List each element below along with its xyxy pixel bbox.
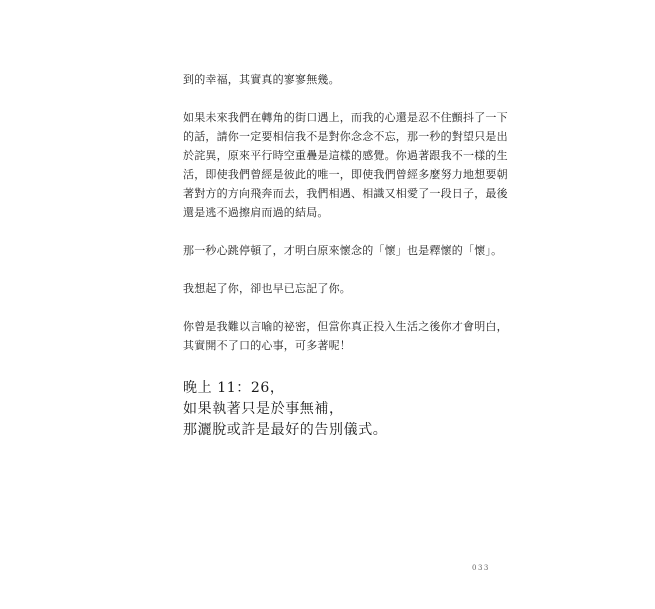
quote-line: 那灑脫或許是最好的告別儀式。 (183, 422, 388, 438)
page-number: 033 (472, 564, 490, 572)
paragraph: 那一秒心跳停頓了，才明白原來懷念的「懷」也是釋懷的「懷」。 (183, 244, 503, 257)
quote-line: 如果執著只是於事無補， (183, 401, 344, 417)
paragraph: 我想起了你，卻也早已忘記了你。 (183, 282, 351, 295)
paragraph: 如果未來我們在轉角的街口遇上，而我的心還是忍不住顫抖了一下的話，請你一定要相信我不是對你念念不忘，那一秒的對望只是出於詫異，原來平行時空重疊是這樣的感覺。你過著跟我不一樣的生活，即使我們曾經是彼此的唯一，即使我們曾經多麼努力地想要朝著對方的方向飛奔而去，我們相遇、相識又相愛了一段日子，最後還是逃不過擦肩而過的結局。 (183, 111, 508, 219)
quote-time-line: 晚上 11：26， (183, 380, 285, 396)
paragraph: 你曾是我難以言喻的祕密，但當你真正投入生活之後你才會明白，其實開不了口的心事，可多著呢！ (183, 320, 508, 352)
body-text (183, 70, 513, 374)
paragraph: 到的幸福，其實真的寥寥無幾。 (183, 73, 340, 86)
closing-quote (183, 378, 513, 441)
